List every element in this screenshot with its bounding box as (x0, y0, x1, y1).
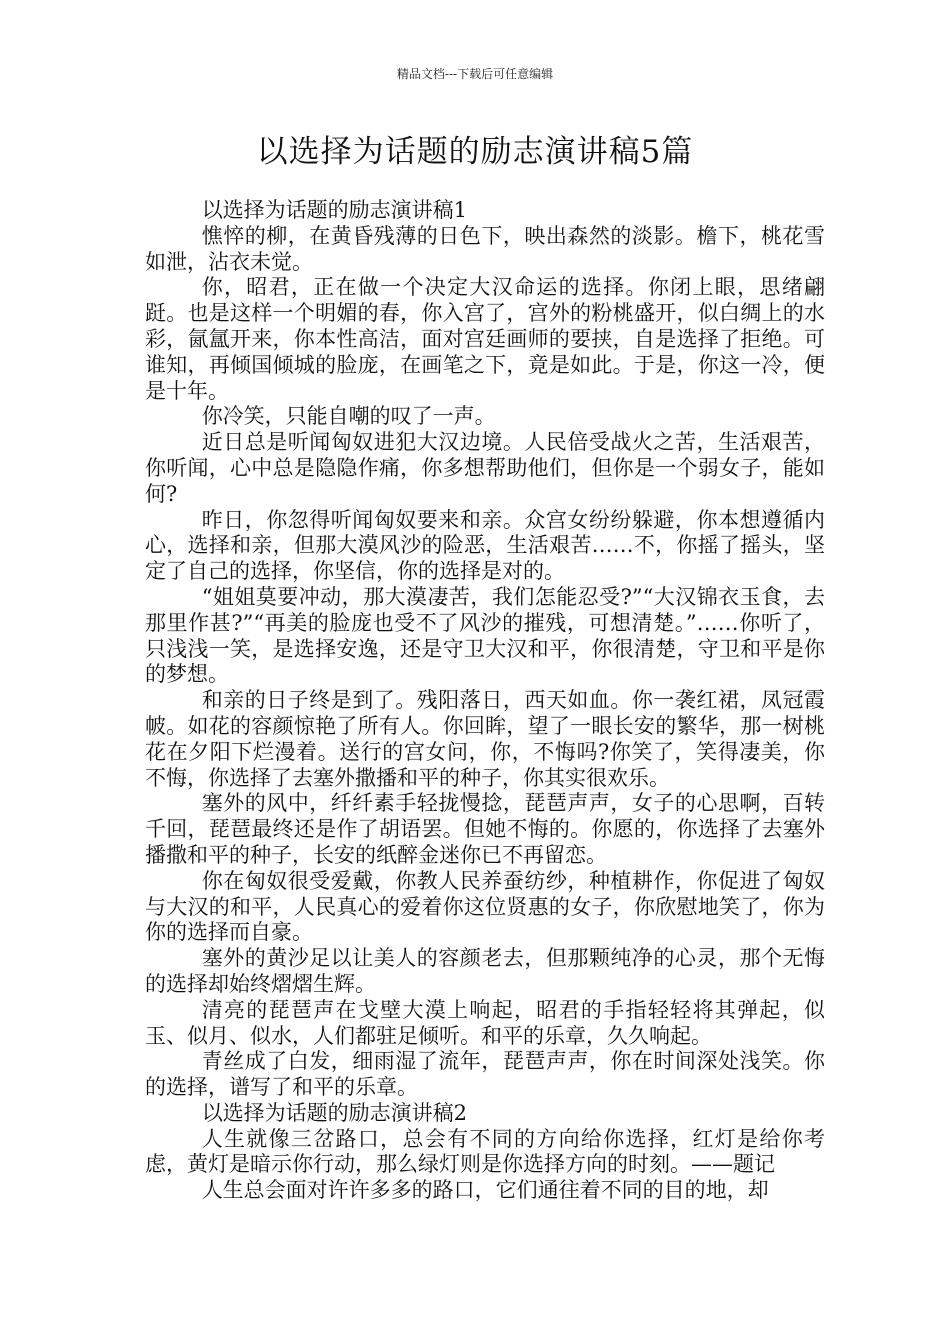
page-header: 精品文档---下载后可任意编辑 (396, 67, 554, 81)
paragraph: 你，昭君，正在做一个决定大汉命运的选择。你闭上眼，思绪翩跹。也是这样一个明媚的春，你入宫了，宫外的粉桃盛开，似白绸上的水彩，氤氲开来，你本性高洁，面对宫廷画师的要挟，自是选择了拒绝。可谁知，再倾国倾城的脸庞，在画笔之下，竟是如此。于是，你这一冷，便是十年。 (145, 275, 825, 403)
paragraph: 近日总是听闻匈奴进犯大汉边境。人民倍受战火之苦，生活艰苦，你听闻，心中总是隐隐作痛，你多想帮助他们，但你是一个弱女子，能如何? (145, 430, 825, 506)
paragraph: 青丝成了白发，细雨湿了流年，琵琶声声，你在时间深处浅笑。你的选择，谱写了和平的乐章。 (145, 1049, 825, 1100)
paragraph: 塞外的黄沙足以让美人的容颜老去，但那颗纯净的心灵，那个无悔的选择却始终熠熠生辉。 (145, 946, 825, 996)
paragraph: 塞外的风中，纤纤素手轻拢慢捻，琵琶声声，女子的心思啊，百转千回，琵琶最终还是作了胡语罢。但她不悔的。你愿的，你选择了去塞外播撒和平的种子，长安的纸醉金迷你已不再留恋。 (145, 791, 825, 867)
section-heading-2: 以选择为话题的励志演讲稿2 (201, 1100, 468, 1125)
document-title: 以选择为话题的励志演讲稿5篇 (256, 134, 694, 170)
paragraph: 昨日，你忽得听闻匈奴要来和亲。众宫女纷纷躲避，你本想遵循内心，选择和亲，但那大漠风沙的险恶，生活艰苦……不，你摇了摇头，坚定了自己的选择，你坚信，你的选择是对的。 (145, 507, 825, 584)
paragraph: 你冷笑，只能自嘲的叹了一声。 (201, 404, 496, 429)
paragraph: 憔悴的柳，在黄昏残薄的日色下，映出森然的淡影。檐下，桃花雪如泄，沾衣未觉。 (145, 223, 825, 274)
section-heading-1: 以选择为话题的励志演讲稿1 (201, 198, 468, 222)
paragraph: 你在匈奴很受爱戴，你教人民养蚕纺纱，种植耕作，你促进了匈奴与大汉的和平，人民真心的爱着你这位贤惠的女子，你欣慰地笑了，你为你的选择而自豪。 (145, 868, 825, 945)
paragraph: 人生总会面对许许多多的路口，它们通往着不同的目的地，却 (201, 1178, 769, 1203)
paragraph: 人生就像三岔路口，总会有不同的方向给你选择，红灯是给你考虑，黄灯是暗示你行动，那么绿灯则是你选择方向的时刻。——题记 (145, 1126, 825, 1177)
paragraph: “姐姐莫要冲动，那大漠凄苦，我们怎能忍受?”“大汉锦衣玉食，去那里作甚?”“再美的脸庞也受不了风沙的摧残，可想清楚。”……你听了，只浅浅一笑，是选择安逸，还是守卫大汉和平，你很清楚，守卫和平是你的梦想。 (145, 584, 825, 687)
paragraph: 清亮的琵琶声在戈壁大漠上响起，昭君的手指轻轻将其弹起，似玉、似月、似水，人们都驻足倾听。和平的乐章，久久响起。 (145, 997, 825, 1048)
document-body (145, 198, 825, 1204)
paragraph: 和亲的日子终是到了。残阳落日，西天如血。你一袭红裙，凤冠霞帔。如花的容颜惊艳了所有人。你回眸，望了一眼长安的繁华，那一树桃花在夕阳下烂漫着。送行的宫女问，你，不悔吗?你笑了，笑得凄美，你不悔，你选择了去塞外撒播和平的种子，你其实很欢乐。 (145, 688, 825, 790)
